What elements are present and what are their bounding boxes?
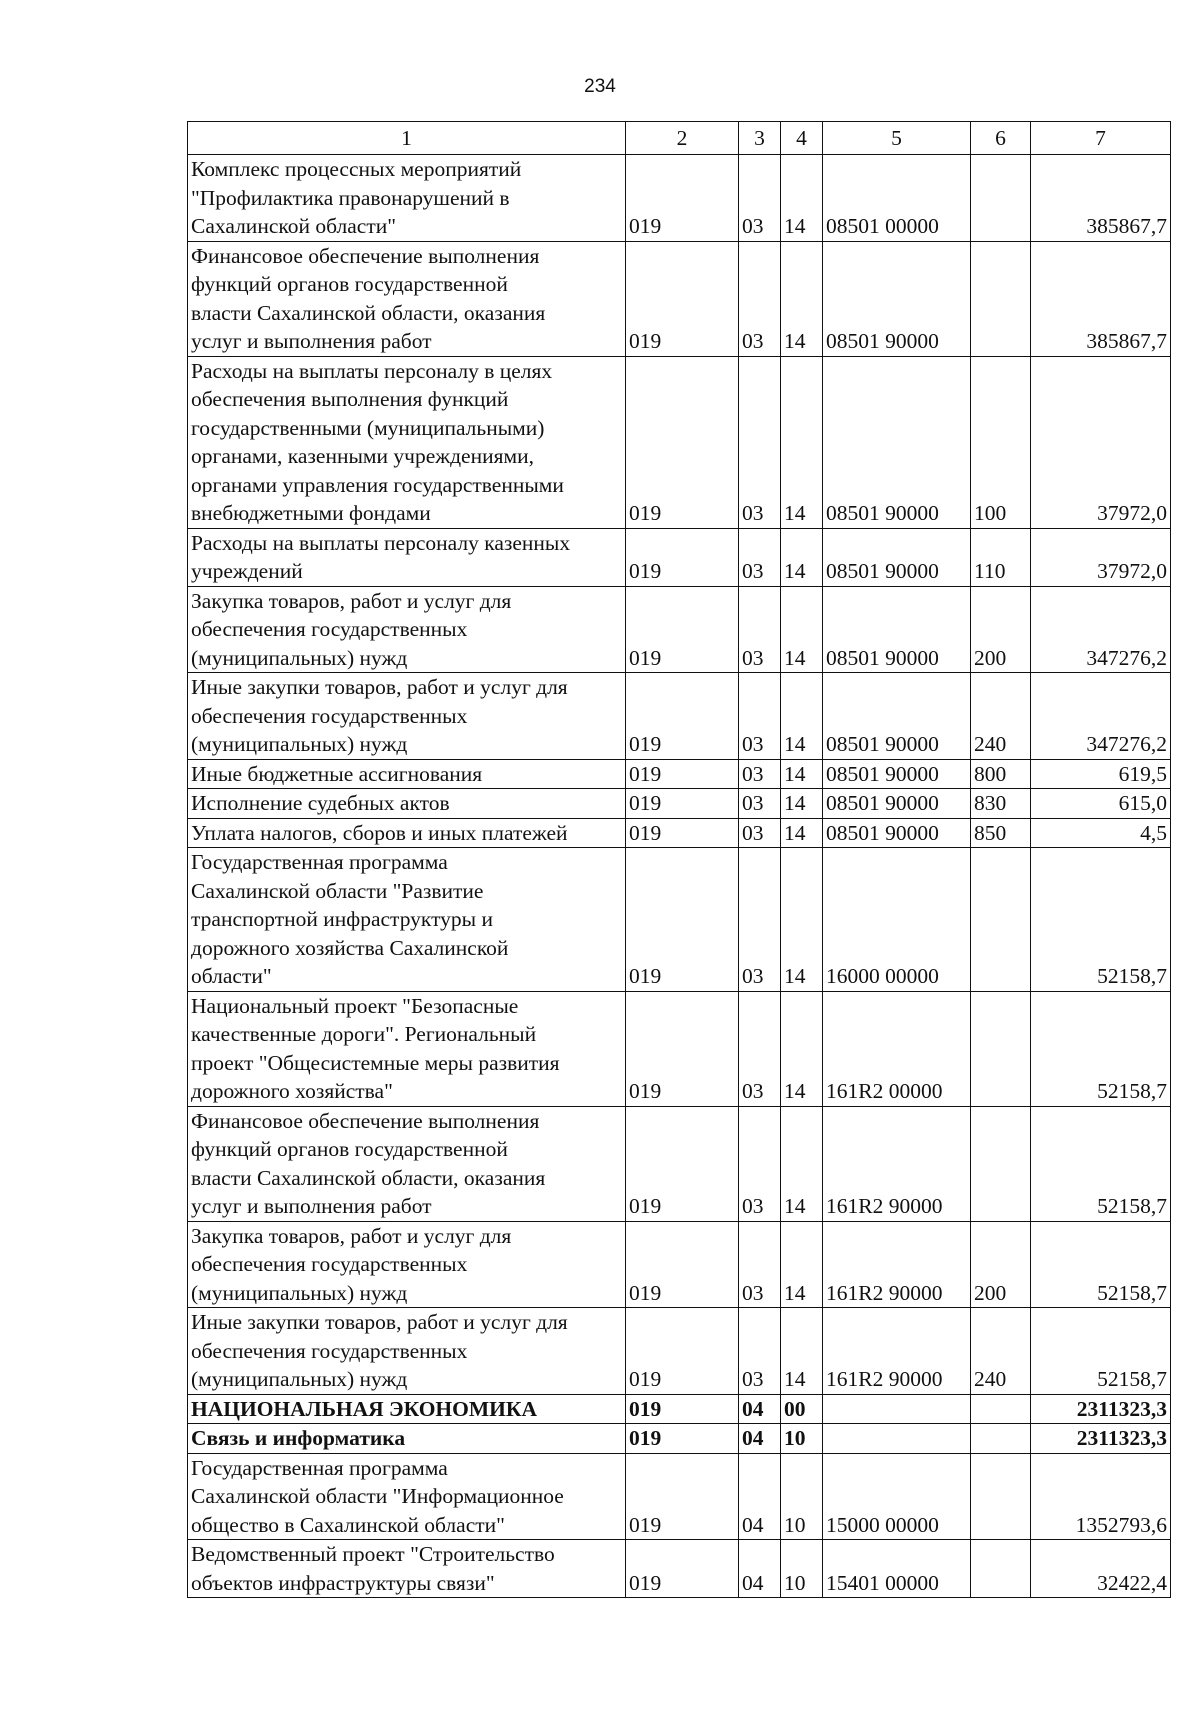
row-rz-cell: 03	[739, 818, 781, 848]
row-vr-cell	[971, 991, 1031, 1106]
header-col-2: 2	[626, 122, 739, 155]
table-row	[188, 991, 1171, 1106]
row-csr-cell: 16000 00000	[823, 848, 971, 992]
row-rz-cell: 04	[739, 1540, 781, 1598]
row-csr-cell: 08501 90000	[823, 673, 971, 760]
row-name-cell: Иные закупки товаров, работ и услуг для обеспечения государственных (муниципальных) нужд	[188, 1308, 626, 1395]
table-row	[188, 789, 1171, 819]
row-gr-cell: 019	[626, 1308, 739, 1395]
row-csr-cell: 08501 90000	[823, 586, 971, 673]
row-pr-cell: 14	[781, 528, 823, 586]
row-sum-cell: 52158,7	[1031, 848, 1171, 992]
header-col-6: 6	[971, 122, 1031, 155]
row-csr-cell: 08501 00000	[823, 155, 971, 242]
row-csr-cell: 161R2 00000	[823, 991, 971, 1106]
row-name-cell: Закупка товаров, работ и услуг для обеспечения государственных (муниципальных) нужд	[188, 1221, 626, 1308]
row-vr-cell: 200	[971, 586, 1031, 673]
table-header-row	[188, 122, 1171, 155]
row-gr-cell: 019	[626, 155, 739, 242]
row-gr-cell: 019	[626, 586, 739, 673]
row-vr-cell	[971, 1106, 1031, 1221]
row-gr-cell: 019	[626, 1540, 739, 1598]
row-vr-cell	[971, 848, 1031, 992]
row-sum-cell: 385867,7	[1031, 241, 1171, 356]
row-rz-cell: 03	[739, 528, 781, 586]
row-pr-cell: 14	[781, 991, 823, 1106]
row-csr-cell: 08501 90000	[823, 241, 971, 356]
row-rz-cell: 03	[739, 155, 781, 242]
row-pr-cell: 14	[781, 673, 823, 760]
header-col-7: 7	[1031, 122, 1171, 155]
row-pr-cell: 10	[781, 1453, 823, 1540]
row-name-cell: Закупка товаров, работ и услуг для обеспечения государственных (муниципальных) нужд	[188, 586, 626, 673]
row-vr-cell: 100	[971, 356, 1031, 528]
table-row	[188, 1424, 1171, 1454]
row-gr-cell: 019	[626, 991, 739, 1106]
row-sum-cell: 52158,7	[1031, 991, 1171, 1106]
header-col-5: 5	[823, 122, 971, 155]
row-pr-cell: 14	[781, 356, 823, 528]
table-row	[188, 673, 1171, 760]
row-sum-cell: 619,5	[1031, 759, 1171, 789]
row-name-cell: Иные бюджетные ассигнования	[188, 759, 626, 789]
row-gr-cell: 019	[626, 1394, 739, 1424]
row-csr-cell: 161R2 90000	[823, 1308, 971, 1395]
row-vr-cell	[971, 1453, 1031, 1540]
table-row	[188, 1221, 1171, 1308]
row-gr-cell: 019	[626, 1106, 739, 1221]
row-pr-cell: 10	[781, 1540, 823, 1598]
header-col-1: 1	[188, 122, 626, 155]
row-name-cell: Государственная программа Сахалинской области "Информационное общество в Сахалинской области"	[188, 1453, 626, 1540]
row-sum-cell: 2311323,3	[1031, 1394, 1171, 1424]
table-row	[188, 528, 1171, 586]
row-sum-cell: 347276,2	[1031, 586, 1171, 673]
table-row	[188, 759, 1171, 789]
table-row	[188, 848, 1171, 992]
row-gr-cell: 019	[626, 789, 739, 819]
row-name-cell: Финансовое обеспечение выполнения функций органов государственной власти Сахалинской области, оказания услуг и выполнения работ	[188, 1106, 626, 1221]
row-csr-cell: 08501 90000	[823, 818, 971, 848]
row-gr-cell: 019	[626, 673, 739, 760]
row-sum-cell: 347276,2	[1031, 673, 1171, 760]
row-pr-cell: 14	[781, 1221, 823, 1308]
row-pr-cell: 14	[781, 241, 823, 356]
row-pr-cell: 14	[781, 818, 823, 848]
row-csr-cell: 08501 90000	[823, 528, 971, 586]
row-gr-cell: 019	[626, 1453, 739, 1540]
row-sum-cell: 32422,4	[1031, 1540, 1171, 1598]
row-csr-cell: 161R2 90000	[823, 1106, 971, 1221]
row-name-cell: Финансовое обеспечение выполнения функций органов государственной власти Сахалинской области, оказания услуг и выполнения работ	[188, 241, 626, 356]
table-row	[188, 1106, 1171, 1221]
row-vr-cell	[971, 1424, 1031, 1454]
row-pr-cell: 10	[781, 1424, 823, 1454]
row-vr-cell	[971, 155, 1031, 242]
row-name-cell: Исполнение судебных актов	[188, 789, 626, 819]
budget-table	[187, 121, 1171, 1598]
row-csr-cell: 161R2 90000	[823, 1221, 971, 1308]
row-gr-cell: 019	[626, 759, 739, 789]
table-row	[188, 1453, 1171, 1540]
row-sum-cell: 2311323,3	[1031, 1424, 1171, 1454]
table-row	[188, 586, 1171, 673]
row-rz-cell: 03	[739, 1221, 781, 1308]
row-vr-cell: 800	[971, 759, 1031, 789]
row-pr-cell: 14	[781, 848, 823, 992]
row-rz-cell: 03	[739, 673, 781, 760]
row-rz-cell: 03	[739, 759, 781, 789]
row-sum-cell: 615,0	[1031, 789, 1171, 819]
page-number: 234	[584, 76, 616, 97]
row-name-cell: НАЦИОНАЛЬНАЯ ЭКОНОМИКА	[188, 1394, 626, 1424]
row-sum-cell: 52158,7	[1031, 1221, 1171, 1308]
row-csr-cell	[823, 1424, 971, 1454]
row-sum-cell: 52158,7	[1031, 1106, 1171, 1221]
row-name-cell: Связь и информатика	[188, 1424, 626, 1454]
row-name-cell: Ведомственный проект "Строительство объектов инфраструктуры связи"	[188, 1540, 626, 1598]
row-sum-cell: 37972,0	[1031, 356, 1171, 528]
row-vr-cell: 240	[971, 1308, 1031, 1395]
row-gr-cell: 019	[626, 356, 739, 528]
row-rz-cell: 04	[739, 1424, 781, 1454]
row-pr-cell: 14	[781, 586, 823, 673]
row-name-cell: Комплекс процессных мероприятий "Профилактика правонарушений в Сахалинской области"	[188, 155, 626, 242]
row-vr-cell: 850	[971, 818, 1031, 848]
row-rz-cell: 04	[739, 1394, 781, 1424]
row-csr-cell: 15401 00000	[823, 1540, 971, 1598]
row-gr-cell: 019	[626, 241, 739, 356]
row-pr-cell: 14	[781, 1106, 823, 1221]
row-rz-cell: 03	[739, 848, 781, 992]
row-vr-cell: 110	[971, 528, 1031, 586]
row-rz-cell: 03	[739, 991, 781, 1106]
table-row	[188, 1540, 1171, 1598]
header-col-4: 4	[781, 122, 823, 155]
row-vr-cell: 830	[971, 789, 1031, 819]
row-rz-cell: 03	[739, 1106, 781, 1221]
row-rz-cell: 03	[739, 241, 781, 356]
row-pr-cell: 00	[781, 1394, 823, 1424]
row-name-cell: Расходы на выплаты персоналу казенных учреждений	[188, 528, 626, 586]
row-sum-cell: 52158,7	[1031, 1308, 1171, 1395]
row-name-cell: Иные закупки товаров, работ и услуг для обеспечения государственных (муниципальных) нужд	[188, 673, 626, 760]
row-csr-cell: 08501 90000	[823, 759, 971, 789]
table-row	[188, 155, 1171, 242]
row-sum-cell: 1352793,6	[1031, 1453, 1171, 1540]
row-rz-cell: 03	[739, 1308, 781, 1395]
row-rz-cell: 03	[739, 586, 781, 673]
row-vr-cell	[971, 1394, 1031, 1424]
row-pr-cell: 14	[781, 1308, 823, 1395]
row-sum-cell: 385867,7	[1031, 155, 1171, 242]
table-row	[188, 356, 1171, 528]
row-name-cell: Уплата налогов, сборов и иных платежей	[188, 818, 626, 848]
row-name-cell: Национальный проект "Безопасные качественные дороги". Региональный проект "Общесистемные меры развития дорожного хозяйства"	[188, 991, 626, 1106]
row-pr-cell: 14	[781, 789, 823, 819]
header-col-3: 3	[739, 122, 781, 155]
row-csr-cell: 08501 90000	[823, 789, 971, 819]
row-gr-cell: 019	[626, 1424, 739, 1454]
row-sum-cell: 37972,0	[1031, 528, 1171, 586]
row-pr-cell: 14	[781, 759, 823, 789]
row-sum-cell: 4,5	[1031, 818, 1171, 848]
row-vr-cell	[971, 241, 1031, 356]
row-gr-cell: 019	[626, 1221, 739, 1308]
table-body	[188, 155, 1171, 1598]
table-row	[188, 1308, 1171, 1395]
row-name-cell: Расходы на выплаты персоналу в целях обеспечения выполнения функций государственными (муниципальными) органами, казенными учреждениями, органами управления государственными внебюджетными фондами	[188, 356, 626, 528]
row-csr-cell: 08501 90000	[823, 356, 971, 528]
row-gr-cell: 019	[626, 848, 739, 992]
row-name-cell: Государственная программа Сахалинской области "Развитие транспортной инфраструктуры и дорожного хозяйства Сахалинской области"	[188, 848, 626, 992]
row-vr-cell	[971, 1540, 1031, 1598]
row-rz-cell: 03	[739, 789, 781, 819]
table-row	[188, 241, 1171, 356]
table-row	[188, 818, 1171, 848]
row-vr-cell: 200	[971, 1221, 1031, 1308]
row-vr-cell: 240	[971, 673, 1031, 760]
row-rz-cell: 03	[739, 356, 781, 528]
row-gr-cell: 019	[626, 528, 739, 586]
row-rz-cell: 04	[739, 1453, 781, 1540]
row-pr-cell: 14	[781, 155, 823, 242]
row-gr-cell: 019	[626, 818, 739, 848]
row-csr-cell: 15000 00000	[823, 1453, 971, 1540]
row-csr-cell	[823, 1394, 971, 1424]
table-row	[188, 1394, 1171, 1424]
